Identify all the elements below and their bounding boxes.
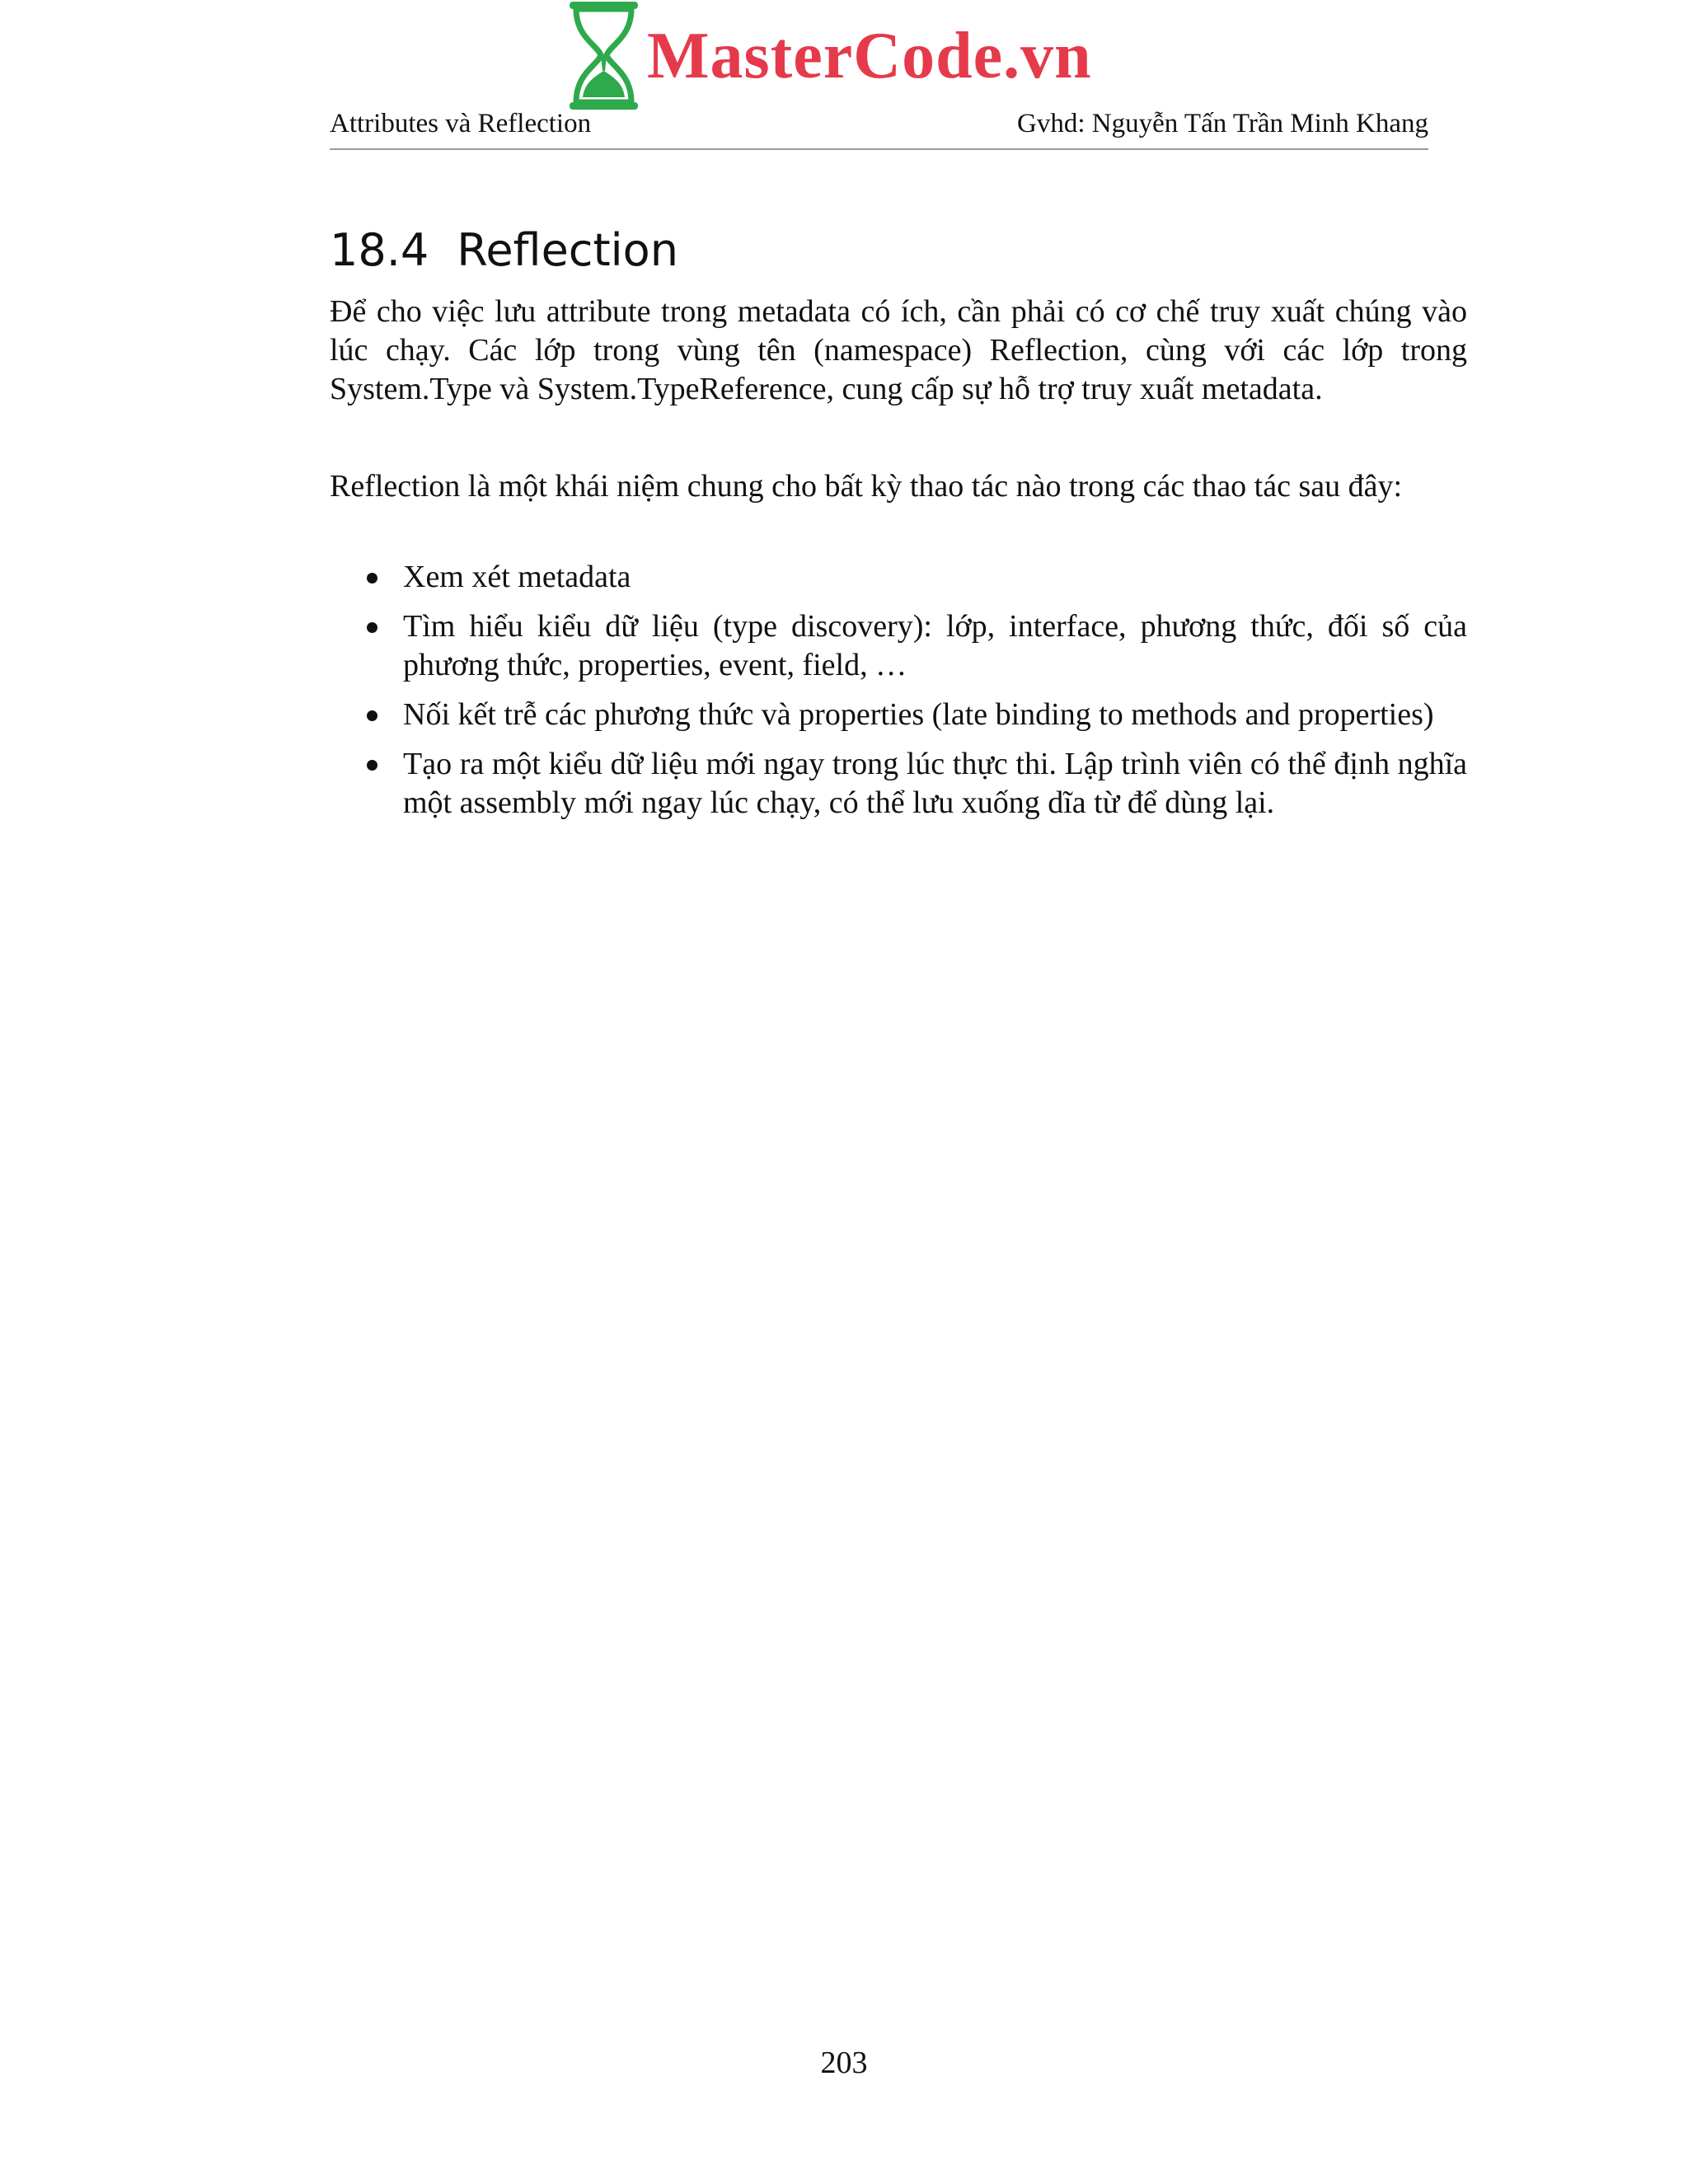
section-number: 18.4 (330, 224, 429, 276)
header-instructor: Gvhd: Nguyễn Tấn Trần Minh Khang (1017, 109, 1428, 138)
hourglass-icon (565, 0, 643, 111)
list-item (330, 696, 1467, 734)
page-header (330, 105, 1428, 150)
list-item (330, 558, 1467, 597)
list-item-text: Nối kết trễ các phương thức và properties (late binding to methods and properties) (403, 697, 1434, 732)
list-item (330, 745, 1467, 823)
logo-text: MasterCode.vn (647, 20, 1092, 92)
page-number: 203 (820, 2046, 868, 2080)
bullet-list (330, 558, 1467, 833)
bullet-icon (367, 710, 377, 721)
list-item-text: Tìm hiểu kiểu dữ liệu (type discovery): lớp, interface, phương thức, đối số của phương thức, properties, event, field, … (403, 609, 1467, 682)
section-heading (330, 221, 678, 280)
section-title: Reflection (457, 224, 678, 276)
paragraph-intro: Để cho việc lưu attribute trong metadata có ích, cần phải có cơ chế truy xuất chúng vào lúc chạy. Các lớp trong vùng tên (namespace) Reflection, cùng với các lớp trong System.Type và System.TypeReference, cung cấp sự hỗ trợ truy xuất metadata. (330, 294, 1467, 406)
bullet-icon (367, 760, 377, 771)
paragraph-definition: Reflection là một khái niệm chung cho bất kỳ thao tác nào trong các thao tác sau đây: (330, 469, 1403, 504)
mastercode-logo (565, 0, 1109, 111)
header-chapter-title: Attributes và Reflection (330, 109, 592, 138)
list-item-text: Xem xét metadata (403, 560, 631, 594)
bullet-icon (367, 622, 377, 633)
list-item (330, 607, 1467, 685)
list-item-text: Tạo ra một kiểu dữ liệu mới ngay trong lúc thực thi. Lập trình viên có thể định nghĩa một assembly mới ngay lúc chạy, có thể lưu xuống dĩa từ để dùng lại. (403, 747, 1467, 820)
bullet-icon (367, 573, 377, 583)
